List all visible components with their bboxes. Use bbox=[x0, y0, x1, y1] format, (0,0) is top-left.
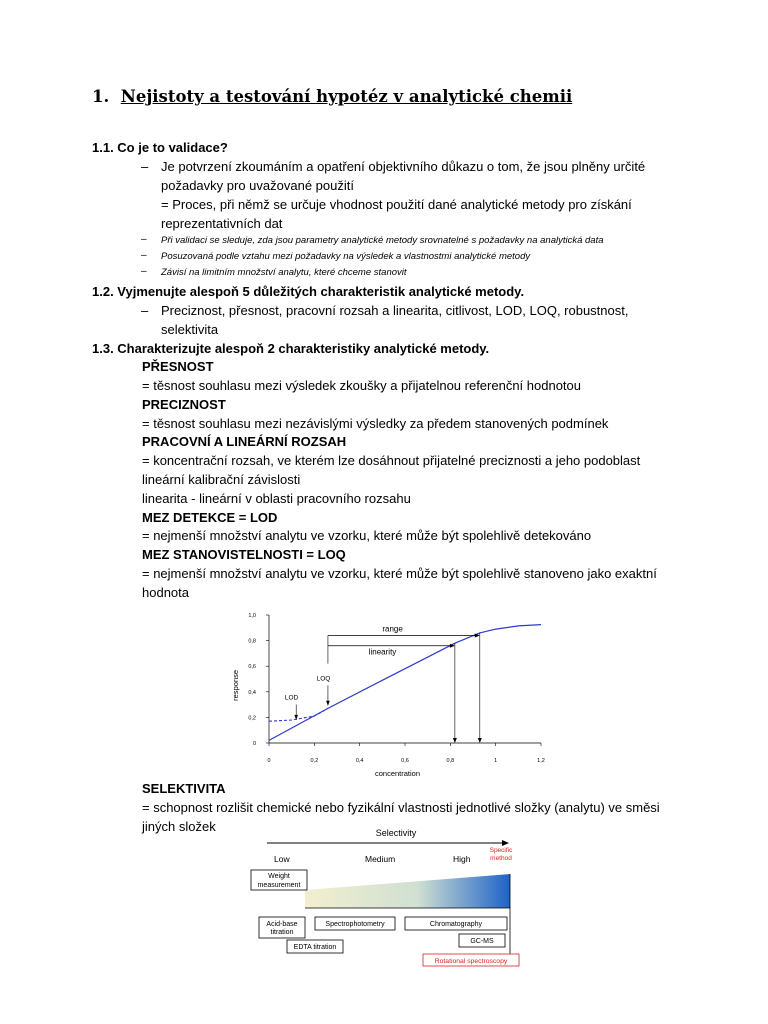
term-presnost: PŘESNOST bbox=[142, 359, 214, 374]
acid-l2: titration bbox=[270, 929, 294, 936]
y-axis-label: response bbox=[231, 669, 240, 701]
label-high: High bbox=[453, 854, 471, 864]
loq-label: LOQ bbox=[316, 675, 331, 683]
gcms-label: GC-MS bbox=[470, 938, 494, 945]
response-curve bbox=[269, 625, 541, 741]
definition: lineární kalibrační závislosti bbox=[142, 472, 301, 487]
label-low: Low bbox=[274, 854, 290, 864]
heading-1-3: 1.3. Charakterizujte alespoň 2 charakteristiky analytické metody. bbox=[92, 341, 490, 356]
weight-l2: measurement bbox=[257, 882, 301, 889]
x-tick-label: 0,4 bbox=[355, 758, 364, 764]
heading-1-1: 1.1. Co je to validace? bbox=[92, 140, 228, 155]
spectro-label: Spectrophotometry bbox=[325, 921, 385, 928]
definition: linearita - lineární v oblasti pracovního rozsahu bbox=[142, 491, 411, 506]
small-note: Závisí na limitním množství analytu, které chceme stanovit bbox=[161, 267, 407, 278]
y-tick-label: 0,2 bbox=[248, 715, 256, 722]
x-tick-label: 0 bbox=[267, 758, 271, 764]
bullet-text: = Proces, při němž se určuje vhodnost použití dané analytické metody pro získání bbox=[161, 197, 632, 212]
bullet-text: požadavky pro uvažované použití bbox=[161, 178, 354, 193]
x-axis-label: concentration bbox=[375, 769, 421, 778]
linearity-drop-arrow bbox=[453, 738, 457, 743]
bullet-text: Je potvrzení zkoumáním a opatření objektivního důkazu o tom, že jsou plněny určité bbox=[161, 159, 646, 174]
x-tick-label: 0,8 bbox=[446, 758, 455, 764]
bullet-text: selektivita bbox=[161, 322, 219, 337]
y-tick-label: 0,6 bbox=[248, 664, 256, 671]
dash: – bbox=[141, 234, 147, 245]
calibration-chart bbox=[215, 605, 555, 783]
chroma-label: Chromatography bbox=[429, 921, 483, 928]
acid-l1: Acid-base bbox=[266, 921, 298, 928]
range-label: range bbox=[382, 624, 403, 634]
selectivity-arrow-head bbox=[502, 840, 509, 846]
title-text: Nejistoty a testování hypotéz v analytické chemii bbox=[120, 87, 573, 106]
title-number: 1. bbox=[92, 87, 110, 106]
definition: hodnota bbox=[142, 585, 189, 600]
label-method: method bbox=[490, 855, 512, 862]
linearity-label: linearity bbox=[368, 647, 397, 657]
page-title bbox=[92, 87, 572, 106]
blank-curve bbox=[269, 708, 328, 721]
term-preciznost: PRECIZNOST bbox=[142, 397, 226, 412]
y-tick-label: 0,4 bbox=[248, 689, 256, 696]
bullet-text: reprezentativních dat bbox=[161, 216, 283, 231]
edta-label: EDTA titration bbox=[293, 944, 337, 951]
definition: = nejmenší množství analytu ve vzorku, které může být spolehlivě detekováno bbox=[142, 528, 592, 543]
x-tick-label: 0,6 bbox=[401, 758, 409, 764]
small-note: Při validaci se sleduje, zda jsou parametry analytické metody srovnatelné s požadavky na analytická data bbox=[161, 235, 604, 246]
dash: – bbox=[141, 250, 147, 261]
selectivity-title: Selectivity bbox=[375, 828, 417, 838]
definition: = koncentrační rozsah, ve kterém lze dosáhnout přijatelné preciznosti a jeho podoblast bbox=[142, 453, 641, 468]
term-lod: MEZ DETEKCE = LOD bbox=[142, 510, 278, 525]
heading-1-2: 1.2. Vyjmenujte alespoň 5 důležitých charakteristik analytické metody. bbox=[92, 284, 525, 299]
selectivity-diagram bbox=[245, 822, 525, 972]
dash: – bbox=[141, 266, 147, 277]
y-tick-label: 0,8 bbox=[248, 638, 256, 645]
dash: – bbox=[141, 303, 149, 318]
range-drop-arrow bbox=[478, 738, 482, 743]
x-tick-label: 0,2 bbox=[310, 758, 319, 764]
term-selektivita: SELEKTIVITA bbox=[142, 781, 226, 796]
selectivity-wedge bbox=[305, 874, 510, 908]
small-note: Posuzovaná podle vztahu mezi požadavky na výsledek a vlastnostmi analytické metody bbox=[161, 251, 531, 262]
loq-arrow-head bbox=[326, 701, 330, 706]
y-tick-label: 1,0 bbox=[248, 613, 256, 619]
x-tick-label: 1,2 bbox=[537, 758, 545, 764]
definition: = schopnost rozlišit chemické nebo fyzikální vlastnosti jednotlivé složky (analytu) ve směsi bbox=[142, 800, 660, 815]
lod-label: LOD bbox=[284, 694, 299, 702]
rotational-label: Rotational spectroscopy bbox=[434, 958, 508, 965]
y-tick-label: 0 bbox=[252, 741, 256, 747]
label-specific: Specific bbox=[489, 847, 513, 854]
term-loq: MEZ STANOVISTELNOSTI = LOQ bbox=[142, 547, 346, 562]
definition: = těsnost souhlasu mezi nezávislými výsledky za předem stanovených podmínek bbox=[142, 416, 609, 431]
dash: – bbox=[141, 159, 149, 174]
term-rozsah: PRACOVNÍ A LINEÁRNÍ ROZSAH bbox=[142, 434, 347, 449]
definition: = těsnost souhlasu mezi výsledek zkoušky a přijatelnou referenční hodnotou bbox=[142, 378, 582, 393]
x-tick-label: 1 bbox=[494, 758, 498, 764]
label-medium: Medium bbox=[365, 854, 396, 864]
weight-l1: Weight bbox=[268, 873, 290, 880]
definition: = nejmenší množství analytu ve vzorku, které může být spolehlivě stanoveno jako exaktní bbox=[142, 566, 657, 581]
bullet-text: Preciznost, přesnost, pracovní rozsah a linearita, citlivost, LOD, LOQ, robustnost, bbox=[161, 303, 629, 318]
definition: jiných složek bbox=[142, 819, 216, 834]
